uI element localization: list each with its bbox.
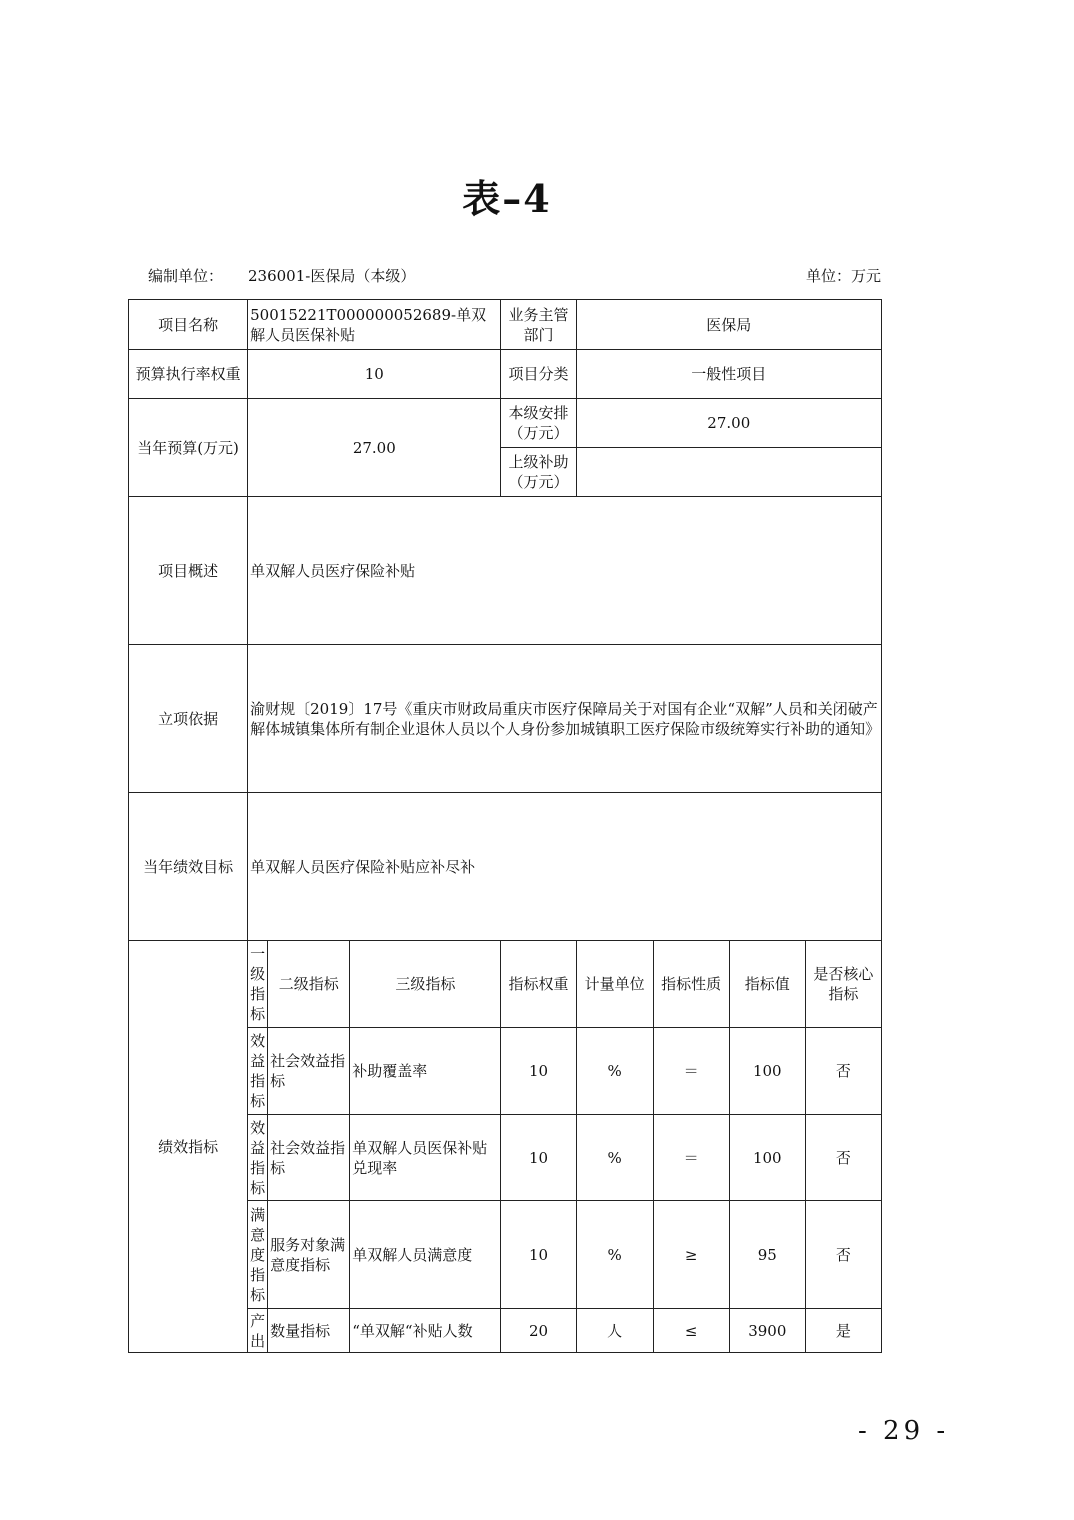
indicator-unit: 人 — [576, 1309, 653, 1353]
indicator-unit: % — [576, 1028, 653, 1115]
indicator-value: 95 — [729, 1201, 805, 1309]
indicator-value: 3900 — [729, 1309, 805, 1353]
indicators-label: 绩效指标 — [129, 941, 248, 1353]
overview-value: 单双解人员医疗保险补贴 — [248, 497, 882, 645]
indicator-core: 是 — [805, 1309, 881, 1353]
budget-value: 27.00 — [248, 399, 501, 497]
header-core: 是否核心指标 — [805, 941, 881, 1028]
header-nature: 指标性质 — [653, 941, 729, 1028]
indicator-level3: 单双解人员满意度 — [350, 1201, 501, 1309]
project-name-label: 项目名称 — [129, 300, 248, 350]
indicator-level2: 社会效益指标 — [268, 1115, 350, 1201]
weight-value: 10 — [248, 350, 501, 399]
indicator-level1: 效益指标 — [248, 1028, 268, 1115]
row-overview — [129, 497, 882, 645]
indicator-nature: ≤ — [653, 1309, 729, 1353]
header-level1: 一级指标 — [248, 941, 268, 1028]
indicator-unit: % — [576, 1201, 653, 1309]
category-value: 一般性项目 — [576, 350, 881, 399]
row-budget-local — [129, 399, 882, 448]
goal-label: 当年绩效目标 — [129, 793, 248, 941]
indicator-header-row — [129, 941, 882, 1028]
dept-value: 医保局 — [576, 300, 881, 350]
org-value: 236001-医保局（本级） — [248, 267, 416, 285]
category-label: 项目分类 — [501, 350, 576, 399]
local-label: 本级安排（万元） — [501, 399, 576, 448]
indicator-nature: ＝ — [653, 1028, 729, 1115]
indicator-weight: 10 — [501, 1201, 576, 1309]
indicator-value: 100 — [729, 1115, 805, 1201]
indicator-level2: 社会效益指标 — [268, 1028, 350, 1115]
basis-value: 渝财规〔2019〕17号《重庆市财政局重庆市医疗保障局关于对国有企业“双解”人员和关闭破产解体城镇集体所有制企业退休人员以个人身份参加城镇职工医疗保险市级统筹实行补助的通知》 — [248, 645, 882, 793]
indicator-unit: % — [576, 1115, 653, 1201]
indicator-weight: 10 — [501, 1028, 576, 1115]
indicator-level2: 数量指标 — [268, 1309, 350, 1353]
header-weight: 指标权重 — [501, 941, 576, 1028]
table-title: 表–4 — [462, 176, 552, 221]
project-table — [128, 299, 882, 1353]
header-value: 指标值 — [729, 941, 805, 1028]
row-project-name — [129, 300, 882, 350]
indicator-level1: 效益指标 — [248, 1115, 268, 1201]
header-unit: 计量单位 — [576, 941, 653, 1028]
indicator-level1: 产出 — [248, 1309, 268, 1353]
header-line — [148, 265, 881, 289]
header-level2: 二级指标 — [268, 941, 350, 1028]
header-level3: 三级指标 — [350, 941, 501, 1028]
indicator-level3: 补助覆盖率 — [350, 1028, 501, 1115]
weight-label: 预算执行率权重 — [129, 350, 248, 399]
indicator-value: 100 — [729, 1028, 805, 1115]
basis-label: 立项依据 — [129, 645, 248, 793]
unit-label: 单位：万元 — [805, 267, 881, 285]
org-label: 编制单位： — [148, 267, 224, 285]
indicator-level1: 满意度指标 — [248, 1201, 268, 1309]
page-number: - 29 - — [858, 1416, 950, 1446]
indicator-level3: “单双解“补贴人数 — [350, 1309, 501, 1353]
local-value: 27.00 — [576, 399, 881, 448]
row-weight — [129, 350, 882, 399]
goal-value: 单双解人员医疗保险补贴应补尽补 — [248, 793, 882, 941]
indicator-core: 否 — [805, 1201, 881, 1309]
project-name-value: 50015221T000000052689-单双解人员医保补贴 — [248, 300, 501, 350]
upper-label: 上级补助（万元） — [501, 448, 576, 497]
row-basis — [129, 645, 882, 793]
overview-label: 项目概述 — [129, 497, 248, 645]
indicator-weight: 20 — [501, 1309, 576, 1353]
indicator-level3: 单双解人员医保补贴兑现率 — [350, 1115, 501, 1201]
indicator-weight: 10 — [501, 1115, 576, 1201]
indicator-level2: 服务对象满意度指标 — [268, 1201, 350, 1309]
dept-label: 业务主管部门 — [501, 300, 576, 350]
row-goal — [129, 793, 882, 941]
upper-value — [576, 448, 881, 497]
indicator-core: 否 — [805, 1028, 881, 1115]
indicator-nature: ≥ — [653, 1201, 729, 1309]
budget-label: 当年预算(万元) — [129, 399, 248, 497]
indicator-nature: ＝ — [653, 1115, 729, 1201]
indicator-core: 否 — [805, 1115, 881, 1201]
